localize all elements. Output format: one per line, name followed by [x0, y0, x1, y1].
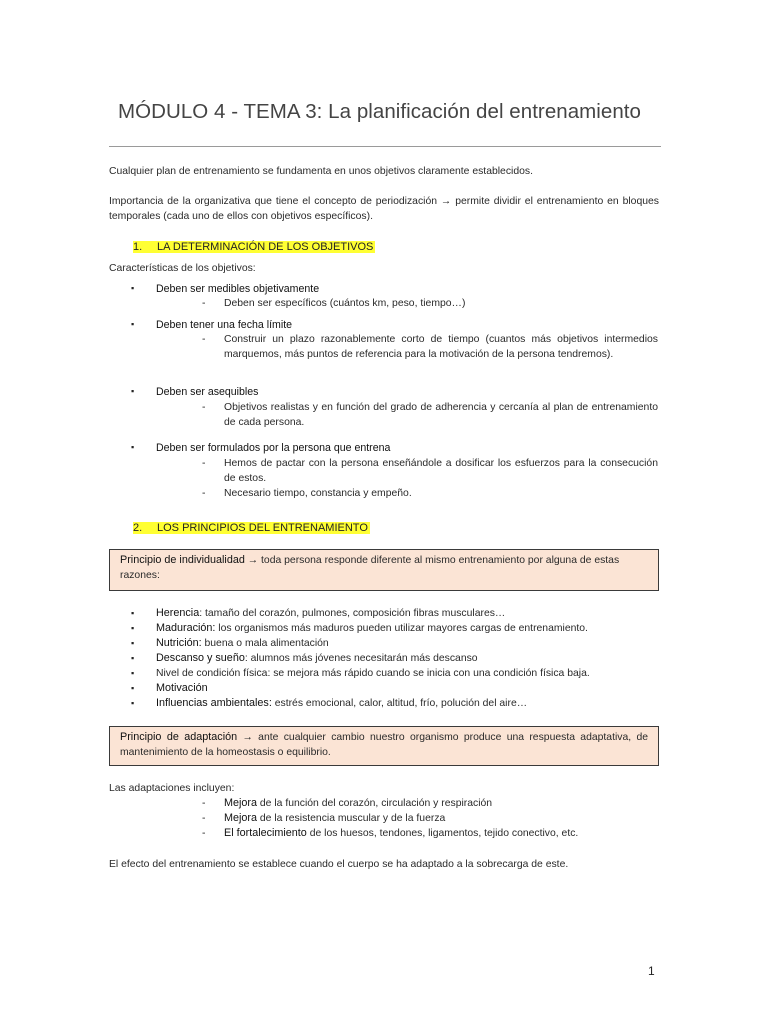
arrow-icon: → [440, 196, 452, 207]
reason-term: Descanso y sueño [156, 652, 245, 664]
reason-item [156, 621, 588, 636]
reason-item [156, 651, 478, 666]
reason-term: Influencias ambientales: [156, 697, 272, 709]
bullet-square-icon: ▪ [131, 319, 135, 329]
reason-item [156, 606, 505, 621]
principle-text: ante cualquier cambio nuestro organismo produce una respuesta adaptativa, de mantenimiento de la homeostasis o equilibrio. [120, 732, 649, 758]
bullet-square-icon: ▪ [131, 638, 135, 648]
objective-detail: Construir un plazo razonablemente corto de tiempo (cuantos más objetivos intermedios marquemos, más puntos de referencia para la motivación de la persona tendremos). [224, 334, 658, 360]
reason-text: buena o mala alimentación [201, 638, 329, 649]
reason-term: Maduración: [156, 622, 216, 634]
intro-2-text-b: permite dividir el entrenamiento en bloques temporales (cada uno de ellos con objetivos específicos). [109, 196, 659, 222]
adaptation-term: Mejora [224, 797, 258, 809]
bullet-square-icon: ▪ [131, 386, 135, 396]
objective-title: Deben tener una fecha límite [156, 319, 293, 331]
reason-text: : tamaño del corazón, pulmones, composición fibras musculares… [199, 608, 506, 619]
section-number: 2. [133, 522, 143, 534]
bullet-square-icon: ▪ [131, 623, 135, 633]
intro-paragraph-2 [109, 194, 659, 224]
dash-icon: - [202, 402, 206, 413]
principle-text: toda persona responde diferente al mismo entrenamiento por alguna de estas razones: [120, 555, 620, 581]
section-heading-1-highlight [133, 241, 375, 253]
section-number: 1. [133, 241, 143, 253]
bullet-square-icon: ▪ [131, 698, 135, 708]
adaptation-text: de la función del corazón, circulación y respiración [257, 798, 493, 809]
principle-box-adaptation [109, 726, 659, 766]
adaptation-text: de la resistencia muscular y de la fuerza [257, 813, 446, 824]
intro-paragraph-1: Cualquier plan de entrenamiento se fundamenta en unos objetivos claramente establecidos. [109, 166, 533, 177]
reason-item [156, 681, 208, 696]
dash-icon: - [202, 334, 206, 345]
reason-text: : alumnos más jóvenes necesitarán más descanso [244, 653, 478, 664]
section-heading-2-highlight [133, 522, 370, 534]
reason-term: Motivación [156, 682, 208, 694]
title-divider [109, 146, 661, 147]
reason-item [156, 636, 329, 651]
arrow-icon: → [247, 555, 259, 566]
adaptation-item [224, 796, 492, 811]
reason-item [156, 666, 590, 681]
dash-icon: - [202, 488, 206, 499]
principle-term: Principio de individualidad [120, 554, 245, 566]
dash-icon: - [202, 798, 206, 809]
objective-detail: Deben ser específicos (cuántos km, peso, tiempo…) [224, 298, 466, 309]
adaptations-intro: Las adaptaciones incluyen: [109, 783, 235, 794]
objective-title: Deben ser formulados por la persona que entrena [156, 442, 391, 454]
bullet-square-icon: ▪ [131, 283, 135, 293]
reason-term: Nutrición: [156, 637, 202, 649]
dash-icon: - [202, 813, 206, 824]
objective-detail: Necesario tiempo, constancia y empeño. [224, 488, 412, 499]
reason-text: estrés emocional, calor, altitud, frío, polución del aire… [271, 698, 528, 709]
page-number: 1 [648, 964, 655, 978]
bullet-square-icon: ▪ [131, 668, 135, 678]
characteristics-intro: Características de los objetivos: [109, 263, 256, 274]
principle-term: Principio de adaptación [120, 731, 238, 743]
reason-term: Herencia [156, 607, 200, 619]
bullet-square-icon: ▪ [131, 608, 135, 618]
dash-icon: - [202, 828, 206, 839]
adaptation-term: El fortalecimiento [224, 827, 307, 839]
intro-2-text-a: Importancia de la organizativa que tiene el concepto de periodización [109, 196, 438, 207]
arrow-icon: → [242, 732, 253, 743]
section-label: LOS PRINCIPIOS DEL ENTRENAMIENTO [157, 522, 368, 534]
objective-title: Deben ser medibles objetivamente [156, 283, 320, 295]
section-label: LA DETERMINACIÓN DE LOS OBJETIVOS [157, 241, 374, 253]
dash-icon: - [202, 458, 206, 469]
objective-detail: Objetivos realistas y en función del grado de adherencia y cercanía al plan de entrenamiento de cada persona. [224, 402, 658, 428]
page-title: MÓDULO 4 - TEMA 3: La planificación del entrenamiento [118, 100, 641, 123]
section-heading-2 [133, 521, 370, 536]
bullet-square-icon: ▪ [131, 683, 135, 693]
section-heading-1 [133, 240, 375, 255]
principle-box-individuality [109, 549, 659, 591]
closing-paragraph: El efecto del entrenamiento se establece cuando el cuerpo se ha adaptado a la sobrecarga de este. [109, 859, 569, 870]
bullet-square-icon: ▪ [131, 442, 135, 452]
objective-detail: Hemos de pactar con la persona enseñándole a dosificar los esfuerzos para la consecución de estos. [224, 458, 658, 484]
reason-item [156, 696, 527, 711]
adaptation-item [224, 826, 578, 841]
bullet-square-icon: ▪ [131, 653, 135, 663]
adaptation-text: de los huesos, tendones, ligamentos, tejido conectivo, etc. [306, 828, 579, 839]
reason-text: Nivel de condición física: se mejora más rápido cuando se inicia con una condición física baja. [156, 668, 590, 679]
dash-icon: - [202, 298, 206, 309]
objective-title: Deben ser asequibles [156, 386, 259, 398]
adaptation-term: Mejora [224, 812, 258, 824]
reason-text: los organismos más maduros pueden utilizar mayores cargas de entrenamiento. [215, 623, 588, 634]
adaptation-item [224, 811, 445, 826]
